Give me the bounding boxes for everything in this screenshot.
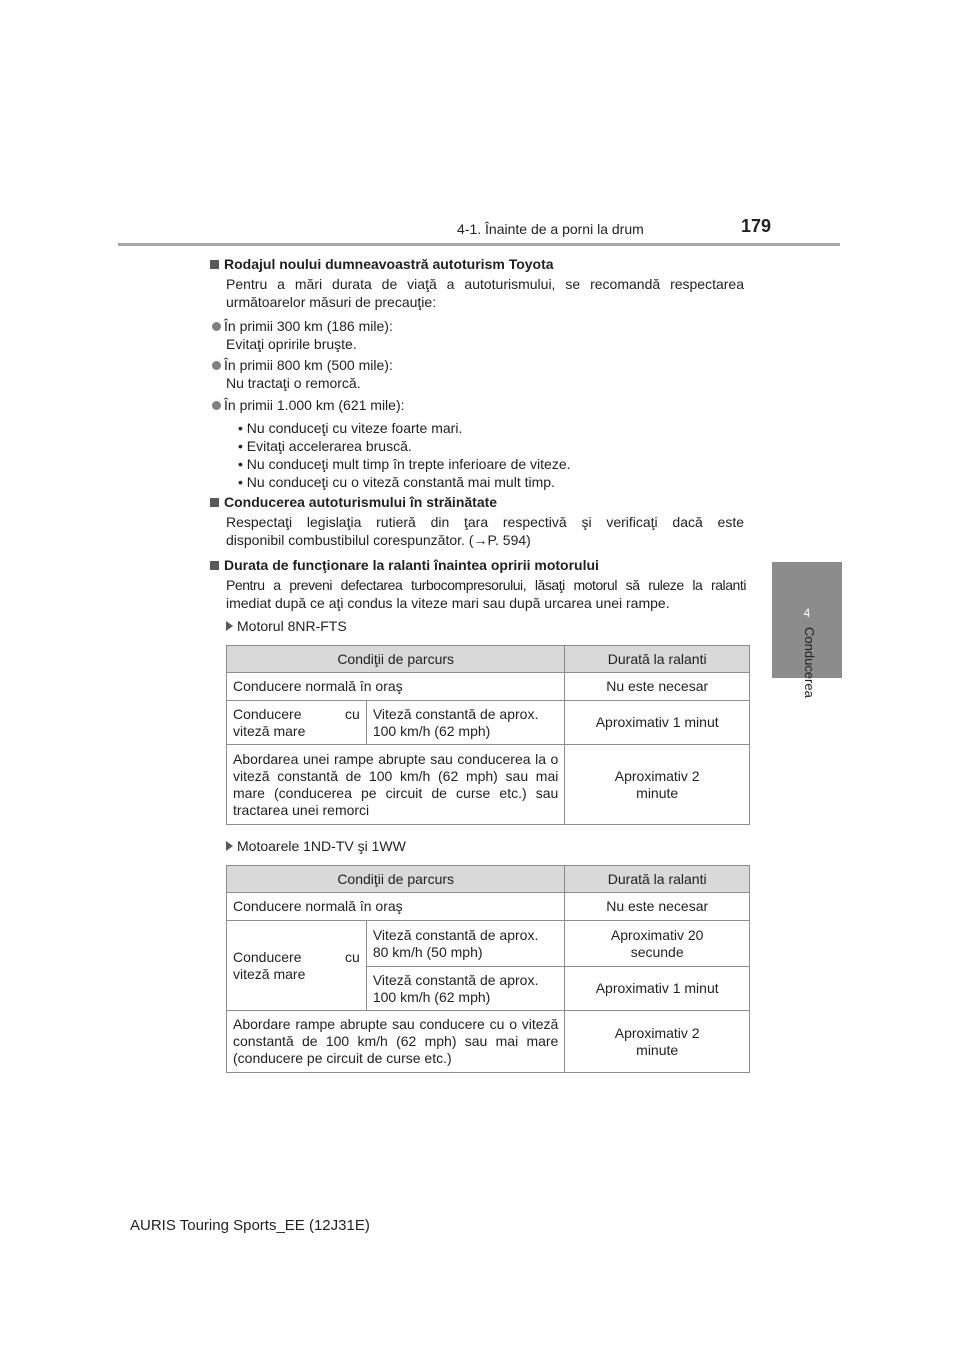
circle-bullet-icon (212, 401, 221, 410)
square-bullet-icon (210, 260, 219, 269)
section2-text: Respectaţi legislaţia rutieră din ţara respectivă şi verificaţi dacă este disponibil combustibilul corespunzător. (→P. 594) (226, 514, 744, 548)
cell-speed: Viteză constantă de aprox. 80 km/h (50 mph) (366, 921, 565, 967)
cell-duration: Aproximativ 20 secunde (565, 921, 750, 967)
section1-item1: În primii 300 km (186 mile): Evitaţi opririle bruşte. (212, 317, 732, 353)
circle-bullet-icon (212, 322, 221, 331)
section1-intro: Pentru a mări durata de viaţă a autoturismului, se recomandă respectarea următoarelor măsuri de precauţie: (226, 276, 744, 310)
section2-title: Conducerea autoturismului în străinătate (210, 493, 750, 511)
sub-item: • Evitaţi accelerarea bruscă. (238, 438, 412, 454)
cell-duration: Aproximativ 1 minut (565, 701, 750, 745)
triangle-bullet-icon (226, 841, 233, 851)
cell-speed: Viteză constantă de aprox. 100 km/h (62 mph) (366, 701, 565, 745)
table2-label: Motoarele 1ND-TV şi 1WW (226, 837, 406, 855)
sub-item: • Nu conduceţi cu viteze foarte mari. (238, 420, 463, 436)
circle-bullet-icon (212, 361, 221, 370)
section1-sublist (238, 419, 738, 491)
cell-duration: Aproximativ 2 minute (565, 1011, 750, 1073)
idle-table-8nr (226, 645, 750, 825)
table-header-row (227, 866, 750, 893)
cell-condition: Conducere cu viteză mare (227, 921, 367, 1011)
triangle-bullet-icon (226, 621, 233, 631)
arrow-right-icon: → (473, 532, 488, 548)
cell-speed: Viteză constantă de aprox. 100 km/h (62 mph) (366, 967, 565, 1011)
table-header-row (227, 646, 750, 673)
table-row (227, 745, 750, 825)
table-row (227, 893, 750, 921)
header-conditions: Condiţii de parcurs (227, 866, 565, 893)
cell-duration: Aproximativ 1 minut (565, 967, 750, 1011)
table1-label: Motorul 8NR-FTS (226, 617, 347, 635)
page-number: 179 (741, 216, 772, 236)
header-rule (118, 243, 840, 246)
cell-condition: Conducere normală în oraş (227, 893, 565, 921)
table-row (227, 1011, 750, 1073)
section-title: 4-1. Înainte de a porni la drum (457, 221, 644, 237)
idle-table-1nd-1ww (226, 865, 750, 1073)
square-bullet-icon (210, 561, 219, 570)
table-row (227, 921, 750, 967)
section1-item3: În primii 1.000 km (621 mile): (212, 396, 732, 414)
page-reference[interactable]: P. 594) (487, 532, 531, 548)
chapter-number: 4 (803, 606, 811, 620)
header-duration: Durată la ralanti (565, 866, 750, 893)
cell-condition: Conducere cu viteză mare (227, 701, 367, 745)
section3-title: Durata de funcţionare la ralanti înaintea opririi motorului (210, 556, 750, 574)
chapter-side-label (772, 620, 842, 730)
section1-item2: În primii 800 km (500 mile): Nu tractaţi o remorcă. (212, 356, 732, 392)
section1-title: Rodajul noului dumneavoastră autoturism Toyota (210, 255, 750, 273)
cell-condition: Abordarea unei rampe abrupte sau conducerea la o viteză constantă de 100 km/h (62 mph) sau mai mare (conducerea pe circuit de curse etc.) sau tractarea unei remorci (227, 745, 565, 825)
document-footer: AURIS Touring Sports_EE (12J31E) (130, 1217, 370, 1234)
section3-text: Pentru a preveni defectarea turbocompresorului, lăsaţi motorul să ruleze la ralanti imediat după ce aţi condus la viteze mari sau după urcarea unei rampe. (226, 577, 746, 611)
sub-item: • Nu conduceţi cu o viteză constantă mai mult timp. (238, 474, 555, 490)
sub-item: • Nu conduceţi mult timp în trepte inferioare de viteze. (238, 456, 571, 472)
table-row (227, 701, 750, 745)
header-conditions: Condiţii de parcurs (227, 646, 565, 673)
cell-duration: Aproximativ 2 minute (565, 745, 750, 825)
cell-duration: Nu este necesar (565, 673, 750, 701)
cell-condition: Conducere normală în oraş (227, 673, 565, 701)
cell-condition: Abordare rampe abrupte sau conducere cu o viteză constantă de 100 km/h (62 mph) sau mai mare (conducere pe circuit de curse etc.) (227, 1011, 565, 1073)
header-duration: Durată la ralanti (565, 646, 750, 673)
chapter-title: Conducerea (802, 627, 817, 698)
cell-duration: Nu este necesar (565, 893, 750, 921)
table-row (227, 673, 750, 701)
item1-detail: Evitaţi opririle bruşte. (226, 336, 357, 352)
square-bullet-icon (210, 498, 219, 507)
item2-detail: Nu tractaţi o remorcă. (226, 375, 361, 391)
